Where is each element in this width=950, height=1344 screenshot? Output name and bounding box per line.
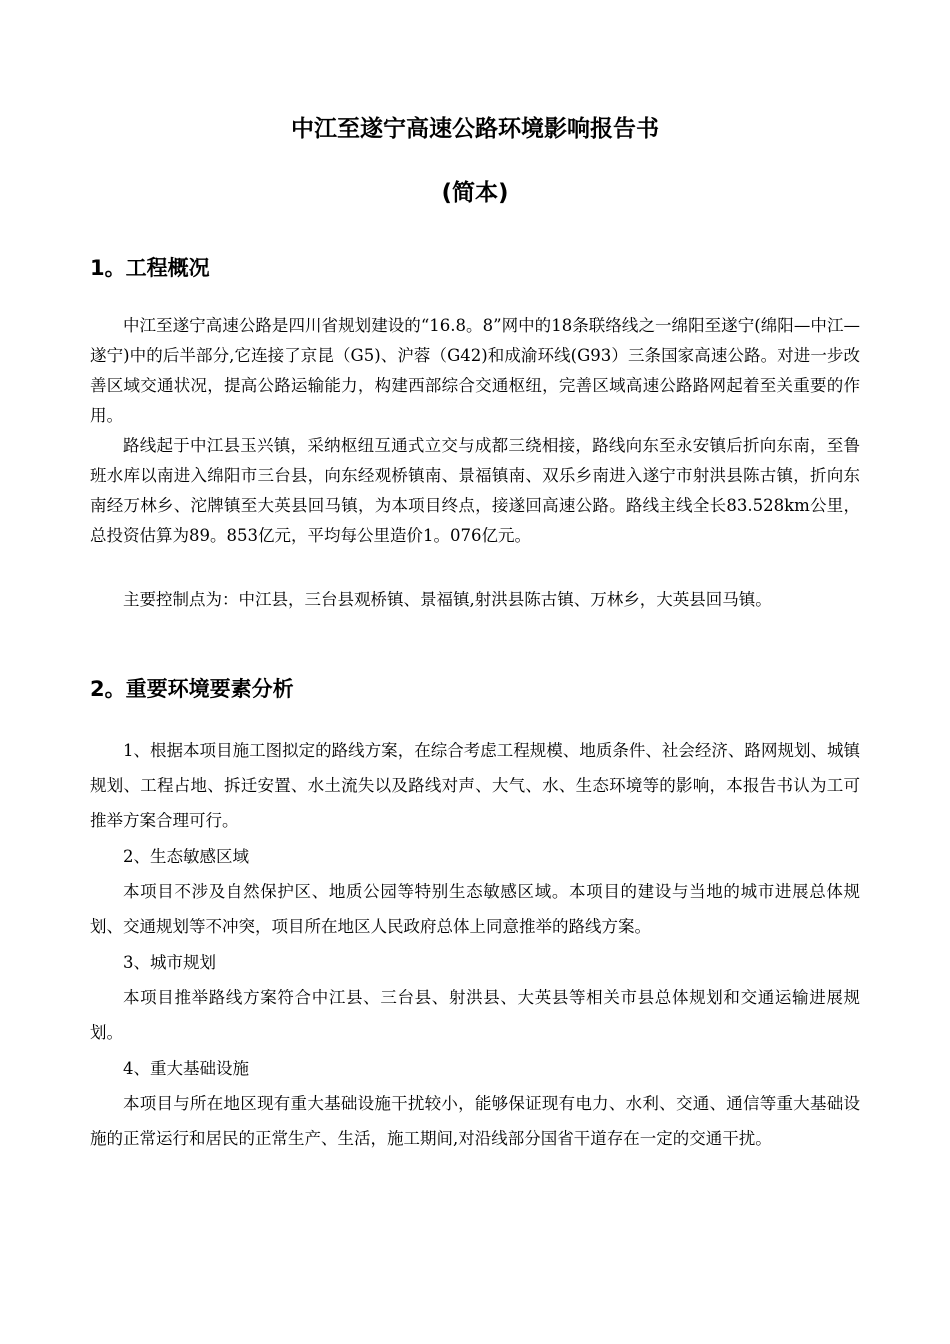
- document-subtitle: (简本): [441, 180, 509, 206]
- section-heading-environment: 2。重要环境要素分析: [90, 677, 294, 701]
- paragraph-urban-planning: 本项目推举路线方案符合中江县、三台县、射洪县、大英县等相关市县总体规划和交通运输进展规划。: [90, 988, 860, 1042]
- paragraph-major-infrastructure: 本项目与所在地区现有重大基础设施干扰较小，能够保证现有电力、水利、交通、通信等重大基础设施的正常运行和居民的正常生产、生活，施工期间,对沿线部分国省干道存在一定的交通干扰。: [90, 1094, 860, 1148]
- paragraph-overview-route: 路线起于中江县玉兴镇，采纳枢纽互通式立交与成都三绕相接，路线向东至永安镇后折向东南，至鲁班水库以南进入绵阳市三台县，向东经观桥镇南、景福镇南、双乐乡南进入遂宁市射洪县陈古镇，折向东南经万林乡、沱牌镇至大英县回马镇，为本项目终点，接遂回高速公路。路线主线全长83.528km公里，总投资估算为89。853亿元，平均每公里造价1。076亿元。: [90, 436, 860, 545]
- paragraph-ecological-sensitive-area: 本项目不涉及自然保护区、地质公园等特别生态敏感区域。本项目的建设与当地的城市进展总体规划、交通规划等不冲突，项目所在地区人民政府总体上同意推举的路线方案。: [90, 882, 860, 936]
- document-title: 中江至遂宁高速公路环境影响报告书: [291, 116, 659, 142]
- subheading-major-infrastructure: 4、重大基础设施: [123, 1059, 249, 1078]
- subheading-urban-planning: 3、城市规划: [123, 953, 216, 972]
- subheading-ecological-sensitive-area: 2、生态敏感区域: [123, 847, 249, 866]
- section-heading-overview: 1。工程概况: [90, 256, 210, 280]
- paragraph-route-assessment: 1、根据本项目施工图拟定的路线方案，在综合考虑工程规模、地质条件、社会经济、路网规划、城镇规划、工程占地、拆迁安置、水土流失以及路线对声、大气、水、生态环境等的影响，本报告书认为工可推举方案合理可行。: [90, 741, 860, 830]
- paragraph-overview-intro: 中江至遂宁高速公路是四川省规划建设的“16.8。8”网中的18条联络线之一绵阳至遂宁(绵阳—中江—遂宁)中的后半部分,它连接了京昆（G5)、沪蓉（G42)和成渝环线(G93）三条国家高速公路。对进一步改善区域交通状况，提高公路运输能力，构建西部综合交通枢纽，完善区域高速公路路网起着至关重要的作用。: [90, 316, 860, 425]
- paragraph-overview-control-points: 主要控制点为：中江县，三台县观桥镇、景福镇,射洪县陈古镇、万林乡，大英县回马镇。: [123, 590, 772, 609]
